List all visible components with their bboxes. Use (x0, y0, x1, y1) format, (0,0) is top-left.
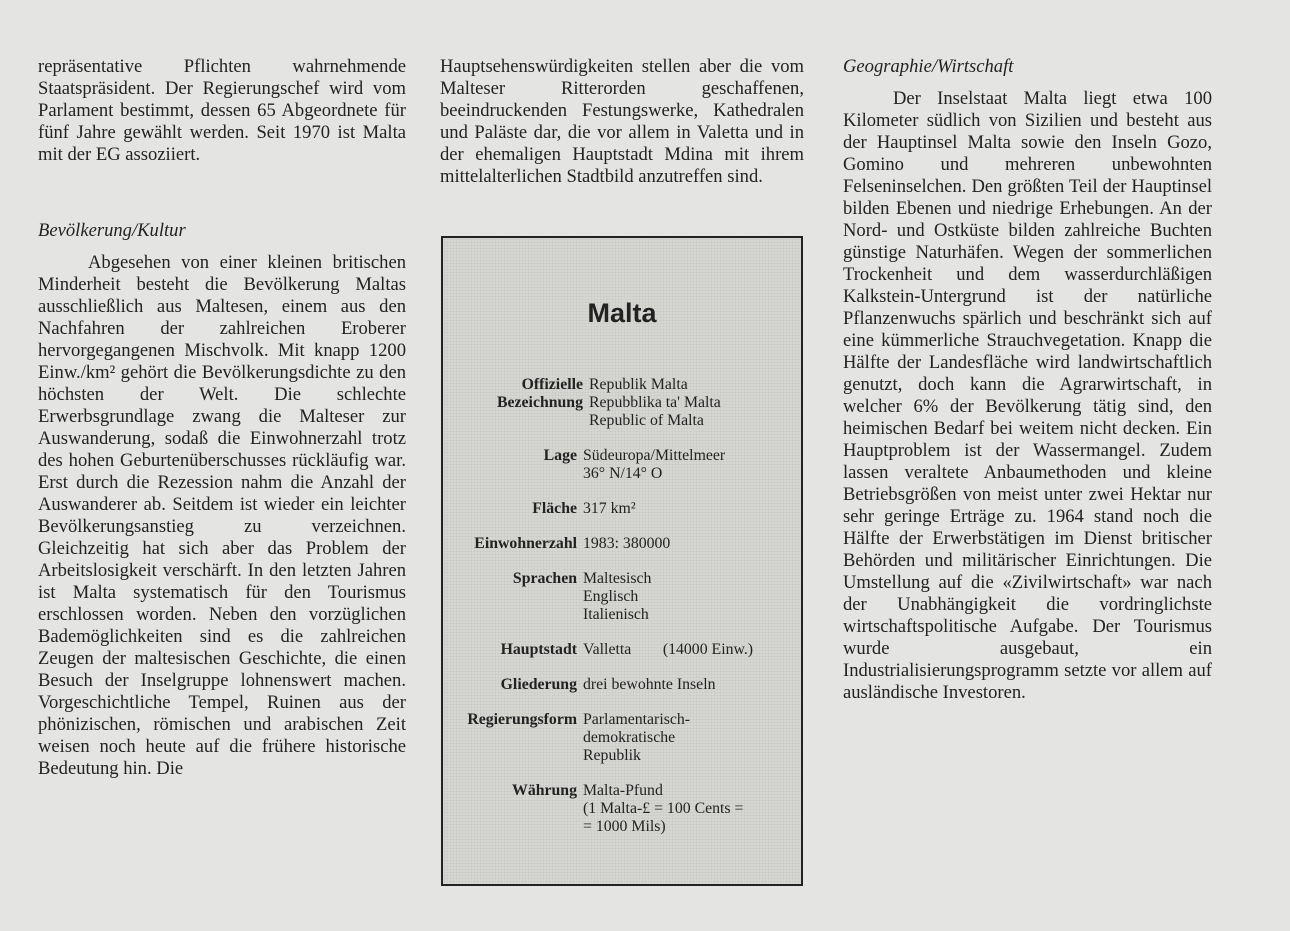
fact-value-line: Republic of Malta (589, 412, 704, 429)
fact-label: Lage (543, 447, 577, 464)
fact-row (443, 500, 801, 518)
fact-value-line: 317 km² (583, 500, 636, 517)
paragraph-geography: Der Inselstaat Malta liegt etwa 100 Kilometer südlich von Sizilien und besteht aus der Hauptinsel Malta sowie den Inseln Gozo, Gomino und mehreren unbewohnten Felseninselchen. Den größten Teil der Hauptinsel bilden Ebenen und niedrige Erhebungen. An der Nord- und Ostküste bilden zahlreiche Buchten günstige Naturhäfen. Wegen der sommerlichen Trockenheit und dem wasserdurchläßigen Kalkstein-Untergrund ist der natürliche Pflanzenwuchs spärlich und beschränkt sich auf eine kümmerliche Strauchvegetation. Knapp die Hälfte der Landesfläche wird landwirtschaftlich genutzt, doch kann die Agrarwirtschaft, in welcher 6% der Bevölkerung tätig sind, den heimischen Bedarf bei weitem nicht decken. Ein Hauptproblem ist der Wassermangel. Zudem lassen veraltete Anbaumethoden und kleine Betriebsgrößen von meist unter zwei Hektar nur sehr geringe Erträge zu. 1964 stand noch die Hälfte der Erwerbstätigen im Dienst britischer Behörden und militärischer Einrichtungen. Die Umstellung auf die «Zivilwirtschaft» war nach der Unabhängigkeit die vordringlichste wirtschaftspolitische Aufgabe. Der Tourismus wurde ausgebaut, ein Industrialisierungsprogramm setzte vor allem auf ausländische Investoren. (843, 88, 1212, 703)
column-middle (440, 56, 804, 188)
fact-label: Sprachen (512, 570, 577, 587)
fact-label: Gliederung (500, 676, 577, 693)
fact-value-line: Malta-Pfund (583, 782, 663, 799)
fact-value-line: demokratische (583, 729, 676, 746)
fact-label: Währung (512, 782, 577, 799)
fact-value (583, 447, 801, 483)
fact-value (583, 535, 801, 553)
fact-value-line: 36° N/14° O (583, 465, 663, 482)
fact-value-line: Englisch (583, 588, 639, 605)
paragraph-population: Abgesehen von einer kleinen britischen Minderheit besteht die Bevölkerung Maltas ausschließlich aus Maltesen, einem aus den Nachfahren der zahlreichen Eroberer hervorgegangenen Mischvolk. Mit knapp 1200 Einw./km² gehört die Bevölkerungsdichte zu den höchsten der Welt. Die schlechte Erwerbsgrundlage zwang die Malteser zur Auswanderung, sodaß die Einwohnerzahl trotz des hohen Geburtenüberschusses rückläufig war. Erst durch die Rezession nahm die Anzahl der Auswanderer ab. Seitdem ist wieder ein leichter Bevölkerungsanstieg zu verzeichnen. Gleichzeitig hat sich aber das Problem der Arbeitslosigkeit verschärft. In den letzten Jahren ist Malta systematisch für den Tourismus erschlossen worden. Neben den vorzüglichen Bademöglichkeiten sind es die zahlreichen Zeugen der maltesischen Geschichte, die einen Besuch der Inselgruppe lohnenswert machen. Vorgeschichtliche Tempel, Ruinen aus der phönizischen, römischen und arabischen Zeit weisen noch heute auf die frühere historische Bedeutung hin. Die (38, 252, 406, 779)
fact-row (443, 570, 801, 624)
fact-row (443, 782, 801, 836)
fact-box (441, 236, 803, 886)
fact-value (583, 570, 801, 624)
fact-value-line: = 1000 Mils) (583, 818, 666, 835)
column-left (38, 56, 406, 780)
fact-value (583, 676, 801, 694)
fact-label: Regierungsform (467, 711, 577, 728)
fact-value-line: Südeuropa/Mittelmeer (583, 447, 726, 464)
fact-value-line: Parlamentarisch- (583, 711, 691, 728)
fact-row (443, 447, 801, 483)
fact-label: Offizielle Bezeichnung (496, 376, 583, 411)
fact-value (589, 376, 801, 430)
fact-value-line: Italienisch (583, 606, 649, 623)
paragraph-government: repräsentative Pflichten wahrnehmende Staatspräsident. Der Regierungschef wird vom Parlament bestimmt, dessen 65 Abgeordnete für fünf Jahre gewählt werden. Seit 1970 ist Malta mit der EG assoziiert. (38, 56, 406, 165)
fact-value (583, 641, 801, 659)
fact-row (443, 535, 801, 553)
fact-value (583, 500, 801, 518)
heading-geography-economy: Geographie/Wirtschaft (843, 56, 1014, 77)
fact-value (583, 711, 801, 765)
fact-row (443, 676, 801, 694)
fact-value-line: 1983: 380000 (583, 535, 671, 552)
fact-value-line: Maltesisch (583, 570, 652, 587)
fact-value-line: Valletta (14000 Einw.) (583, 641, 754, 658)
column-right (843, 56, 1212, 704)
fact-value-line: Republik Malta (589, 376, 688, 393)
fact-label: Einwohnerzahl (474, 535, 577, 552)
fact-value-line: Republik (583, 747, 641, 764)
fact-label: Fläche (532, 500, 577, 517)
fact-row (443, 711, 801, 765)
fact-table (443, 376, 801, 853)
fact-value (583, 782, 801, 836)
fact-label: Hauptstadt (500, 641, 577, 658)
fact-row (443, 641, 801, 659)
fact-row (443, 376, 801, 430)
heading-population-culture: Bevölkerung/Kultur (38, 220, 186, 241)
fact-value-line: Repubblika ta' Malta (589, 394, 721, 411)
fact-box-title: Malta (587, 298, 657, 328)
fact-value-line: drei bewohnte Inseln (583, 676, 716, 693)
paragraph-sights: Hauptsehenswürdigkeiten stellen aber die vom Malteser Ritterorden geschaffenen, beeindruckenden Festungswerke, Kathedralen und Paläste dar, die vor allem in Valetta und in der ehemaligen Hauptstadt Mdina mit ihrem mittelalterlichen Stadtbild anzutreffen sind. (440, 56, 804, 187)
fact-value-line: (1 Malta-£ = 100 Cents = (583, 800, 744, 817)
